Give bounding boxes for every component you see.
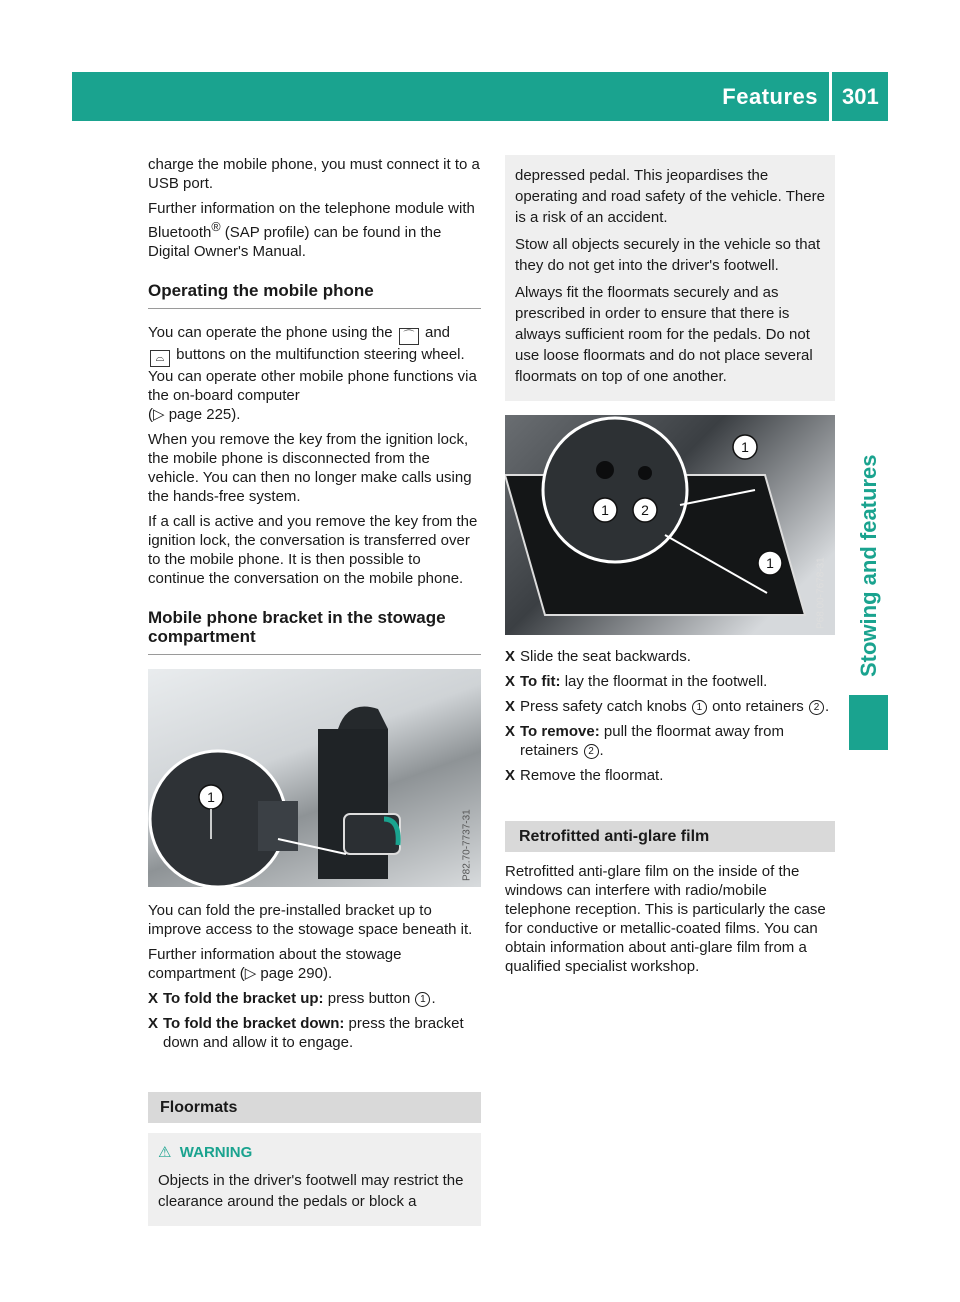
callout-2: 2 (641, 502, 649, 518)
warning-title: ⚠ WARNING (158, 1144, 253, 1161)
paragraph: Retrofitted anti-glare film on the inside of the windows can interfere with radio/mobile telephone reception. This is particularly the case for conductive or metallic-coated films. You can obtain information about anti-glare film from a qualified specialist workshop. (505, 863, 826, 975)
page-reference[interactable]: (▷ page 225). (148, 406, 241, 423)
figure-code: P68.00-7678-31 (816, 557, 827, 629)
page-number: 301 (842, 84, 879, 109)
side-tab-marker (849, 695, 888, 750)
section-heading: Mobile phone bracket in the stowage compartment (148, 608, 481, 655)
warning-icon: ⚠ (158, 1144, 172, 1161)
phone-bracket-figure (148, 669, 481, 887)
step-marker: X (505, 673, 516, 690)
callout-ref: 1 (692, 700, 707, 715)
warning-text: Stow all objects securely in the vehicle so that they do not get into the driver's footwell. (515, 236, 821, 274)
section-heading-floormats: Floormats (148, 1092, 481, 1123)
section-heading-anti-glare: Retrofitted anti-glare film (505, 821, 835, 852)
phone-accept-icon: ⌒ (399, 328, 419, 345)
callout-1: 1 (207, 789, 215, 805)
step-item: X To remove: pull the floormat away from retainers 2 . (505, 723, 784, 759)
step-marker: X (505, 767, 516, 784)
step-item: X To fit: lay the floormat in the footwell. (505, 673, 768, 690)
step-marker: X (148, 990, 159, 1007)
header-separator (829, 72, 832, 121)
figure-code: P82.70-7737-31 (462, 809, 473, 881)
callout-1: 1 (601, 502, 609, 518)
floormat-figure (505, 415, 835, 635)
section-heading: Operating the mobile phone (148, 281, 481, 309)
step-marker: X (505, 723, 516, 740)
callout-1: 1 (741, 439, 749, 455)
callout-1: 1 (766, 555, 774, 571)
step-item: X Press safety catch knobs 1 onto retainers 2 . (505, 698, 830, 715)
step-marker: X (148, 1015, 159, 1032)
step-item: X To fold the bracket up: press button 1 . (148, 990, 436, 1007)
paragraph: charge the mobile phone, you must connect it to a USB port. (148, 156, 480, 192)
header-title: Features (722, 84, 818, 109)
step-marker: X (505, 698, 516, 715)
floormat-illustration (505, 415, 835, 635)
step-item: X Remove the floormat. (505, 767, 664, 784)
callout-ref: 1 (415, 992, 430, 1007)
right-column (505, 155, 835, 982)
warning-box-continued (505, 155, 835, 401)
paragraph: You can operate the phone using the ⌒ and ⌓ buttons on the multifunction steering wheel. You can operate other mobile phone functions via the on-board computer (▷ page 225). (148, 324, 477, 423)
step-item: X To fold the bracket down: press the bracket down and allow it to engage. (148, 1015, 464, 1051)
step-marker: X (505, 648, 516, 665)
left-column (148, 155, 481, 1226)
paragraph: Further information on the telephone module with Bluetooth® (SAP profile) can be found in the Digital Owner's Manual. (148, 200, 475, 260)
step-item: X Slide the seat backwards. (505, 648, 691, 665)
warning-text: depressed pedal. This jeopardises the operating and road safety of the vehicle. There is a risk of an accident. (515, 167, 825, 226)
paragraph: Further information about the stowage compartment (▷ page 290). (148, 946, 402, 982)
warning-text: Always fit the floormats securely and as prescribed in order to ensure that there is always sufficient room for the pedals. Do not use loose floormats and do not place several floormats on top of one another. (515, 284, 813, 385)
paragraph: If a call is active and you remove the key from the ignition lock, the conversation is transferred over to the mobile phone. It is then possible to continue the conversation on the mobile phone. (148, 513, 478, 587)
warning-text: Objects in the driver's footwell may restrict the clearance around the pedals or block a (158, 1172, 464, 1210)
side-tab-label: Stowing and features (856, 454, 881, 677)
callout-ref: 2 (584, 744, 599, 759)
warning-box (148, 1133, 481, 1226)
callout-ref: 2 (809, 700, 824, 715)
phone-bracket-illustration (148, 669, 481, 887)
phone-end-icon: ⌓ (150, 350, 170, 367)
paragraph: When you remove the key from the ignition lock, the mobile phone is disconnected from the vehicle. You can then no longer make calls using the hands-free system. (148, 431, 472, 505)
paragraph: You can fold the pre-installed bracket up to improve access to the stowage space beneath it. (148, 902, 473, 938)
